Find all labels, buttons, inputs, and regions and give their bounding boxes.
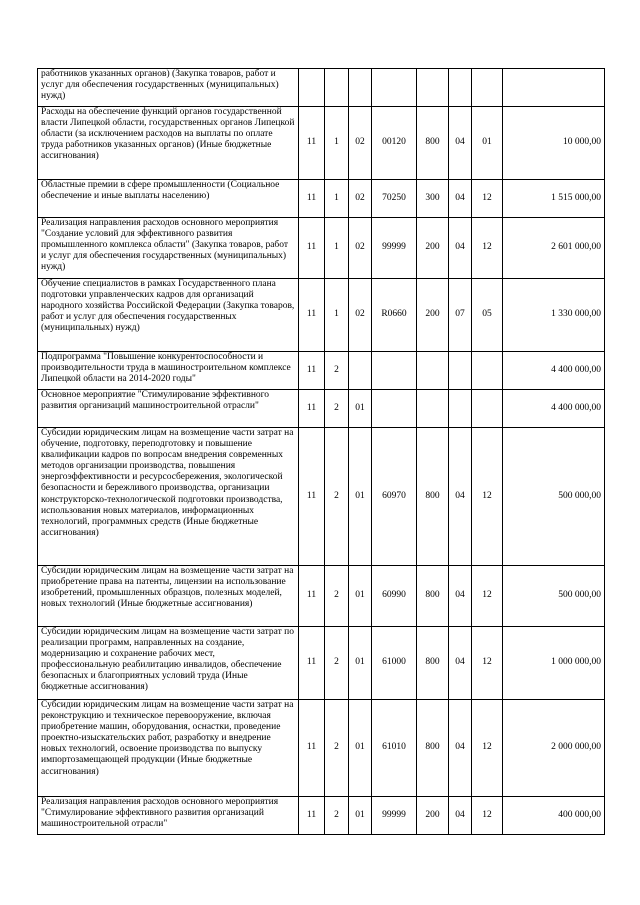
code-cell-col-5 — [417, 390, 449, 428]
row-description: Субсидии юридическим лицам на возмещение части затрат на реконструкцию и техническое перевооружение, включая приобретение машин, оборудования, оснастки, проведение проектно-изыскательских работ, разработку и внедрение новых технологий, освоение производства по выпуску импортозамещающей продукции (Иные бюджетные ассигнования) — [38, 700, 299, 797]
code-cell-col-2: 1 — [325, 107, 349, 180]
amount-cell: 4 400 000,00 — [503, 390, 605, 428]
code-cell-col-5: 200 — [417, 279, 449, 352]
row-description: Субсидии юридическим лицам на возмещение части затрат на обучение, подготовку, переподготовку и повышение квалификации кадров по вопросам внедрения современных методов организации производства, повышения энергоэффективности и ресурсосбережения, экологической безопасности и бережливого производства, организации конструкторско-технологической подготовки производства, использования новых материалов, информационных технологий, программных средств (Иные бюджетные ассигнования) — [38, 428, 299, 566]
code-cell-col-4: 00120 — [372, 107, 417, 180]
code-cell-col-1: 11 — [299, 566, 325, 627]
amount-cell: 2 000 000,00 — [503, 700, 605, 797]
code-cell-col-2: 1 — [325, 218, 349, 279]
code-cell-col-6: 04 — [449, 566, 472, 627]
code-cell-col-5: 300 — [417, 180, 449, 218]
code-cell-col-6: 04 — [449, 700, 472, 797]
row-description: Расходы на обеспечение функций органов государственной власти Липецкой области, государственных органов Липецкой области (за исключением расходов на выплаты по оплате труда работников указанных органов) (Иные бюджетные ассигнования) — [38, 107, 299, 180]
table-row — [38, 700, 605, 797]
code-cell-col-6 — [449, 390, 472, 428]
code-cell-col-2: 2 — [325, 797, 349, 835]
amount-cell: 1 330 000,00 — [503, 279, 605, 352]
code-cell-col-3: 02 — [349, 107, 372, 180]
row-description: Подпрограмма "Повышение конкурентоспособности и производительности труда в машиностроительном комплексе Липецкой области на 2014-2020 годы" — [38, 352, 299, 390]
code-cell-col-1: 11 — [299, 218, 325, 279]
code-cell-col-4 — [372, 352, 417, 390]
code-cell-col-2: 2 — [325, 700, 349, 797]
code-cell-col-7: 12 — [472, 700, 503, 797]
amount-cell — [503, 69, 605, 107]
row-description: Субсидии юридическим лицам на возмещение части затрат на приобретение права на патенты, лицензии на использование изобретений, промышленных образцов, полезных моделей, новых технологий (Иные бюджетные ассигнования) — [38, 566, 299, 627]
code-cell-col-4: 99999 — [372, 797, 417, 835]
code-cell-col-6 — [449, 69, 472, 107]
code-cell-col-7: 12 — [472, 428, 503, 566]
row-description: Субсидии юридическим лицам на возмещение части затрат по реализации программ, направленных на создание, модернизацию и сохранение рабочих мест, профессиональную реабилитацию инвалидов, обеспечение безопасных и благоприятных условий труда (Иные бюджетные ассигнования) — [38, 627, 299, 700]
amount-cell: 10 000,00 — [503, 107, 605, 180]
code-cell-col-1: 11 — [299, 797, 325, 835]
code-cell-col-1 — [299, 69, 325, 107]
amount-cell: 1 000 000,00 — [503, 627, 605, 700]
amount-cell: 500 000,00 — [503, 428, 605, 566]
code-cell-col-6: 04 — [449, 180, 472, 218]
code-cell-col-5 — [417, 352, 449, 390]
code-cell-col-3: 02 — [349, 279, 372, 352]
row-description: Областные премии в сфере промышленности (Социальное обеспечение и иные выплаты населению) — [38, 180, 299, 218]
code-cell-col-4: 60970 — [372, 428, 417, 566]
code-cell-col-4 — [372, 390, 417, 428]
code-cell-col-2: 1 — [325, 279, 349, 352]
code-cell-col-5 — [417, 69, 449, 107]
code-cell-col-6: 04 — [449, 627, 472, 700]
code-cell-col-3: 01 — [349, 797, 372, 835]
code-cell-col-7: 01 — [472, 107, 503, 180]
code-cell-col-2: 2 — [325, 627, 349, 700]
code-cell-col-3: 02 — [349, 180, 372, 218]
table-row — [38, 390, 605, 428]
row-description: Реализация направления расходов основного мероприятия "Создание условий для эффективного развития промышленного комплекса области" (Закупка товаров, работ и услуг для обеспечения государственных (муниципальных) нужд) — [38, 218, 299, 279]
code-cell-col-1: 11 — [299, 107, 325, 180]
code-cell-col-2 — [325, 69, 349, 107]
code-cell-col-7: 12 — [472, 566, 503, 627]
row-description: работников указанных органов) (Закупка товаров, работ и услуг для обеспечения государственных (муниципальных) нужд) — [38, 69, 299, 107]
code-cell-col-7 — [472, 69, 503, 107]
code-cell-col-7: 12 — [472, 797, 503, 835]
code-cell-col-4: 99999 — [372, 218, 417, 279]
code-cell-col-2: 2 — [325, 390, 349, 428]
amount-cell: 400 000,00 — [503, 797, 605, 835]
table-row — [38, 180, 605, 218]
code-cell-col-7: 05 — [472, 279, 503, 352]
code-cell-col-3: 02 — [349, 218, 372, 279]
amount-cell: 1 515 000,00 — [503, 180, 605, 218]
code-cell-col-5: 800 — [417, 700, 449, 797]
row-description: Обучение специалистов в рамках Государственного плана подготовки управленческих кадров для организаций народного хозяйства Российской Федерации (Закупка товаров, работ и услуг для обеспечения государственных (муниципальных) нужд) — [38, 279, 299, 352]
code-cell-col-1: 11 — [299, 180, 325, 218]
code-cell-col-7: 12 — [472, 627, 503, 700]
code-cell-col-4: 61000 — [372, 627, 417, 700]
budget-table-body — [38, 69, 605, 835]
amount-cell: 500 000,00 — [503, 566, 605, 627]
code-cell-col-1: 11 — [299, 352, 325, 390]
code-cell-col-7 — [472, 390, 503, 428]
code-cell-col-3: 01 — [349, 627, 372, 700]
code-cell-col-1: 11 — [299, 390, 325, 428]
code-cell-col-6 — [449, 352, 472, 390]
code-cell-col-2: 2 — [325, 428, 349, 566]
code-cell-col-6: 04 — [449, 428, 472, 566]
table-row — [38, 218, 605, 279]
table-row — [38, 107, 605, 180]
table-row — [38, 428, 605, 566]
code-cell-col-1: 11 — [299, 700, 325, 797]
code-cell-col-6: 04 — [449, 218, 472, 279]
table-row — [38, 797, 605, 835]
code-cell-col-2: 1 — [325, 180, 349, 218]
row-description: Основное мероприятие "Стимулирование эффективного развития организаций машиностроительной отрасли" — [38, 390, 299, 428]
table-row — [38, 566, 605, 627]
code-cell-col-3: 01 — [349, 700, 372, 797]
code-cell-col-5: 800 — [417, 627, 449, 700]
code-cell-col-7: 12 — [472, 218, 503, 279]
table-row — [38, 69, 605, 107]
code-cell-col-3: 01 — [349, 428, 372, 566]
code-cell-col-3: 01 — [349, 390, 372, 428]
code-cell-col-5: 800 — [417, 107, 449, 180]
table-row — [38, 352, 605, 390]
code-cell-col-4 — [372, 69, 417, 107]
code-cell-col-4: 61010 — [372, 700, 417, 797]
code-cell-col-5: 200 — [417, 218, 449, 279]
code-cell-col-2: 2 — [325, 352, 349, 390]
amount-cell: 2 601 000,00 — [503, 218, 605, 279]
code-cell-col-1: 11 — [299, 279, 325, 352]
code-cell-col-7 — [472, 352, 503, 390]
code-cell-col-1: 11 — [299, 428, 325, 566]
code-cell-col-4: 60990 — [372, 566, 417, 627]
code-cell-col-5: 200 — [417, 797, 449, 835]
budget-table — [37, 68, 605, 835]
code-cell-col-6: 04 — [449, 107, 472, 180]
code-cell-col-7: 12 — [472, 180, 503, 218]
code-cell-col-5: 800 — [417, 428, 449, 566]
code-cell-col-3: 01 — [349, 566, 372, 627]
table-row — [38, 627, 605, 700]
code-cell-col-6: 07 — [449, 279, 472, 352]
table-row — [38, 279, 605, 352]
code-cell-col-2: 2 — [325, 566, 349, 627]
code-cell-col-3 — [349, 69, 372, 107]
code-cell-col-4: 70250 — [372, 180, 417, 218]
amount-cell: 4 400 000,00 — [503, 352, 605, 390]
code-cell-col-1: 11 — [299, 627, 325, 700]
code-cell-col-3 — [349, 352, 372, 390]
code-cell-col-4: R0660 — [372, 279, 417, 352]
code-cell-col-6: 04 — [449, 797, 472, 835]
row-description: Реализация направления расходов основного мероприятия "Стимулирование эффективного развития организаций машиностроительной отрасли" — [38, 797, 299, 835]
code-cell-col-5: 800 — [417, 566, 449, 627]
